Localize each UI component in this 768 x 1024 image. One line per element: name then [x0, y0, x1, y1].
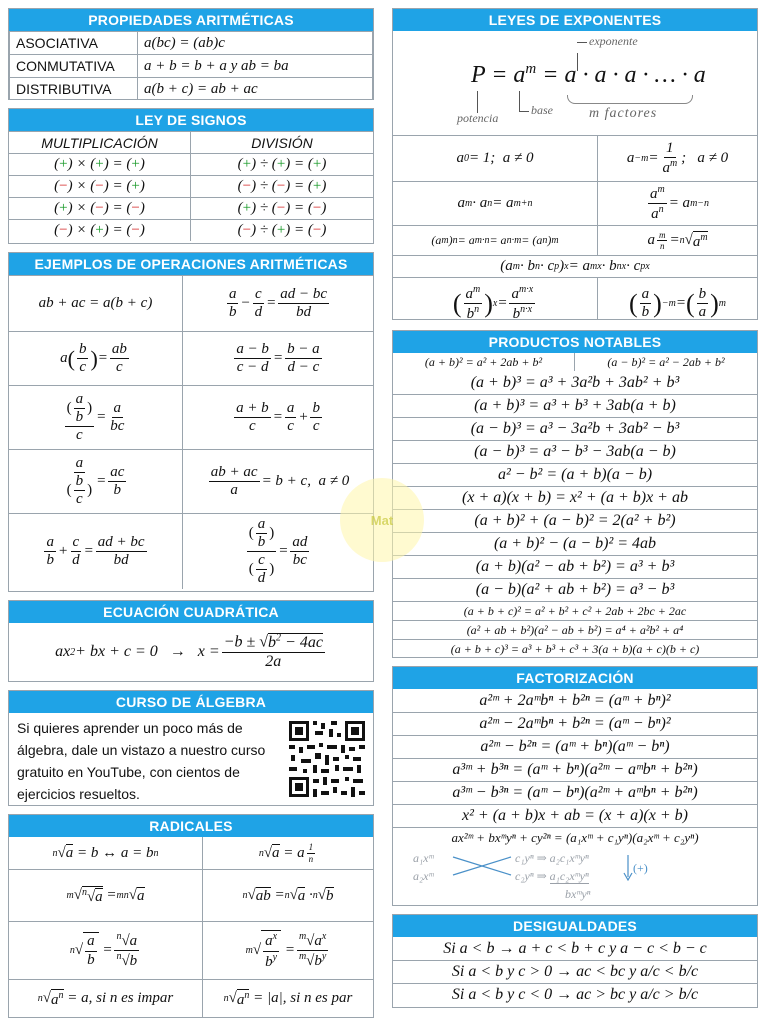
potencia-formula: $P = a^m = a \cdot a \cdot a$ · … · a	[471, 61, 706, 88]
propiedades-card	[8, 8, 374, 100]
cuadratica-title: ECUACIÓN CUADRÁTICA	[9, 601, 373, 623]
ejemplo-formula: ( $\frac{a}{b}$ ) c = $\frac{a}{bc}$	[9, 385, 183, 449]
curso-card	[8, 690, 374, 806]
radicales-card	[8, 814, 374, 1018]
desigualdad-formula: Si a < b y c > 0 → ac < bc y a/c < b/c	[393, 960, 757, 983]
desigualdades-list	[393, 937, 757, 1006]
factorizacion-title: FACTORIZACIÓN	[393, 667, 757, 689]
sign-rule: (+) × (−) = (−)	[9, 197, 191, 219]
producto-formula: (a + b + c)² = a² + b² + c² + 2ab + 2bc + 2ac	[393, 601, 757, 620]
ley-signos-card	[8, 108, 374, 244]
factor-formula: a²ᵐ − 2aᵐbⁿ + b²ⁿ = (aᵐ − bⁿ)²	[393, 712, 757, 735]
factor-formula: x² + (a + b)x + ab = (x + a)(x + b)	[393, 804, 757, 827]
aspa-sum: bxᵐyⁿ	[565, 887, 591, 901]
radical-formula: n √ ab = n √ a · n √ b	[203, 869, 373, 921]
label-potencia: potencia	[457, 111, 499, 125]
logo-watermark: Mat	[340, 478, 424, 562]
ley-signos-grid	[9, 131, 373, 241]
producto-formula: (a − b)³ = a³ − b³ − 3ab(a − b)	[393, 440, 757, 463]
productos-list	[393, 371, 757, 658]
producto-formula: (a − b)(a² + ab + b²) = a³ − b³	[393, 578, 757, 601]
curso-text: Si quieres aprender un poco más de álgebra, dale un vistazo a nuestro curso gratuito en YouTube, con cientos de ejercicios resueltos.	[17, 720, 266, 802]
ejemplo-formula: $\frac{a}{b}$ − $\frac{c}{d}$ = $\frac{ad - bc}{bd}$	[183, 275, 373, 331]
label-base: base	[531, 103, 553, 117]
ejemplo-formula: ( $\frac{a}{b}$ ) ( $\frac{c}{d}$ ) = $\frac{ad}{bc}$	[183, 513, 373, 589]
desigualdad-formula: Si a < b → a + c < b + c y a − c < b − c	[443, 939, 707, 957]
label-m-factores: m factores	[589, 106, 658, 121]
radical-formula: n √ $a^n$ = a, si n es impar	[9, 979, 203, 1017]
ejemplo-formula: $\frac{a}{b}$ + $\frac{c}{d}$ = $\frac{ad + bc}{bd}$	[9, 513, 183, 589]
sign-rule: (+) ÷ (−) = (−)	[191, 197, 373, 219]
factorizacion-list	[393, 689, 757, 847]
exp-rule: a 0 = 1; a ≠ 0	[393, 135, 598, 181]
aspa-cross-icon	[451, 855, 515, 877]
sign-rule: (+) × (+) = (+)	[9, 153, 191, 175]
exp-rule: (a m · b n · c p ) x = a mx · b nx · c px	[393, 255, 757, 277]
exponentes-grid	[393, 135, 757, 255]
ejemplo-formula: a ( $\frac{b}{c}$ ) = $\frac{ab}{c}$	[9, 331, 183, 385]
ejemplo-formula: $\frac{a - b}{c - d}$ = $\frac{b - a}{d - c}$	[183, 331, 373, 385]
ejemplos-card	[8, 252, 374, 592]
prop-name: DISTRIBUTIVA	[10, 78, 138, 101]
exp-rule: ( $\frac{a}{b}$ ) −m = ( $\frac{b}{a}$ ) m	[598, 277, 757, 320]
exp-rule: a m · a n = a m+n	[393, 181, 598, 225]
producto-formula: (a − b)² = a² − 2ab + b²	[607, 354, 725, 369]
producto-formula: (a + b)² + (a − b)² = 2(a² + b²)	[393, 509, 757, 532]
radical-formula: n √ a = a $\frac{1}{n}$	[258, 842, 314, 864]
radical-par: = |a|, si n es par	[253, 990, 353, 1006]
propiedades-title: PROPIEDADES ARITMÉTICAS	[9, 9, 373, 31]
prop-expr: a(b + c) = ab + ac	[138, 78, 373, 101]
radical-formula: n √ $\frac{a}{b}$ = $\frac{^n√a}{^n√b}$	[9, 921, 203, 979]
col-multiplicacion: MULTIPLICACIÓN	[9, 131, 191, 153]
ley-signos-title: LEY DE SIGNOS	[9, 109, 373, 131]
factor-formula: a²ᵐ + 2aᵐbⁿ + b²ⁿ = (aᵐ + bⁿ)²	[479, 691, 671, 709]
exponente-diagram	[393, 31, 757, 135]
aspa-c1y: c₁yⁿ ⇒ a₂c₁xᵐyⁿ	[515, 851, 589, 865]
factor-formula: a²ᵐ − b²ⁿ = (aᵐ + bⁿ)(aᵐ − bⁿ)	[393, 735, 757, 758]
aspa-a1x: a₁xᵐ	[413, 851, 434, 865]
producto-formula: (a + b)(a² − ab + b²) = a³ + b³	[393, 555, 757, 578]
productos-top	[393, 353, 757, 371]
prop-name: ASOCIATIVA	[10, 32, 138, 55]
cuadratica-card	[8, 600, 374, 682]
aspa-c2y: c₂yⁿ ⇒ a₁c₂xᵐyⁿ	[515, 869, 589, 883]
radical-formula: n √ a = b ↔ a = b n	[9, 837, 203, 869]
radical-formula: m √ $^n$√a = mn √ a	[9, 869, 203, 921]
ejemplos-title: EJEMPLOS DE OPERACIONES ARITMÉTICAS	[9, 253, 373, 275]
producto-formula: (a + b)² = a² + 2ab + b²	[393, 353, 575, 371]
ejemplo-formula: $\frac{a + b}{c}$ = $\frac{a}{c}$ + $\frac{b}{c}$	[183, 385, 373, 449]
producto-formula: (a + b)³ = a³ + 3a²b + 3ab² + b³	[470, 373, 680, 391]
radicales-title: RADICALES	[9, 815, 373, 837]
propiedades-table	[9, 31, 373, 100]
radical-formula: n √ $a^n$ = |a|, si n es par	[203, 979, 373, 1017]
cuadratica-formula: ax 2 + bx + c = 0 → x = $\frac{-b \pm √b^2 - 4ac}{2a}$	[55, 632, 323, 671]
exponentes-grid-bottom	[393, 277, 757, 320]
aspa-diagram	[393, 847, 757, 903]
exp-rule: a $\frac{m}{n}$ = n √ $a^m$	[598, 225, 757, 255]
sign-rule: (−) ÷ (+) = (−)	[191, 219, 373, 241]
exp-rule: ( $\frac{a^m}{b^n}$ ) x = $\frac{a^{m\cdot x}}{b^{n\cdot x}}$	[393, 277, 598, 320]
factorizacion-card	[392, 666, 758, 906]
exponentes-card	[392, 8, 758, 320]
label-exponente: exponente	[589, 34, 638, 48]
aspa-a2x: a₂xᵐ	[413, 869, 434, 883]
factor-formula: a³ᵐ + b³ⁿ = (aᵐ + bⁿ)(a²ᵐ − aᵐbⁿ + b²ⁿ)	[393, 758, 757, 781]
col-division: DIVISIÓN	[191, 131, 373, 153]
exponentes-title: LEYES DE EXPONENTES	[393, 9, 757, 31]
producto-formula: (a − b)³ = a³ − 3a²b + 3ab² − b³	[393, 417, 757, 440]
factor-formula: a³ᵐ − b³ⁿ = (aᵐ − bⁿ)(a²ᵐ + aᵐbⁿ + b²ⁿ)	[393, 781, 757, 804]
producto-formula: (a + b)³ = a³ + b³ + 3ab(a + b)	[393, 394, 757, 417]
sign-rule: (−) × (−) = (+)	[9, 175, 191, 197]
producto-formula: (a² + ab + b²)(a² − ab + b²) = a⁴ + a²b² + a⁴	[393, 620, 757, 639]
ejemplo-formula: ab + ac = a(b + c)	[9, 275, 183, 331]
prop-name: CONMUTATIVA	[10, 55, 138, 78]
sign-rule: (+) ÷ (+) = (+)	[191, 153, 373, 175]
radicales-grid	[9, 837, 373, 1017]
curso-title: CURSO DE ÁLGEBRA	[9, 691, 373, 713]
desigualdades-card	[392, 914, 758, 1008]
producto-formula: (a + b + c)³ = a³ + b³ + c³ + 3(a + b)(a + c)(b + c)	[393, 639, 757, 658]
qr-code-icon[interactable]	[287, 719, 367, 799]
factor-formula: ax²ᵐ + bxᵐyⁿ + cy²ⁿ = (a₁xᵐ + c₁yⁿ)(a₂xᵐ + c₂yⁿ)	[393, 827, 757, 847]
sign-rule: (−) ÷ (−) = (+)	[191, 175, 373, 197]
radical-formula: m √ $\frac{a^x}{b^y}$ = $\frac{^m√a^x}{^m√b^y}$	[203, 921, 373, 979]
exp-rule: (a m ) n = a m·n = a n·m = (a n ) m	[393, 225, 598, 255]
ejemplos-grid	[9, 275, 373, 589]
prop-expr: a + b = b + a y ab = ba	[138, 55, 373, 78]
desigualdades-title: DESIGUALDADES	[393, 915, 757, 937]
sign-rule: (−) × (+) = (−)	[9, 219, 191, 241]
producto-formula: a² − b² = (a + b)(a − b)	[393, 463, 757, 486]
exp-rule: a −m = $\frac{1}{a^m}$ ; a ≠ 0	[598, 135, 757, 181]
desigualdad-formula: Si a < b y c < 0 → ac > bc y a/c > b/c	[393, 983, 757, 1006]
producto-formula: (x + a)(x + b) = x² + (a + b)x + ab	[393, 486, 757, 509]
ejemplo-formula: a ( $\frac{b}{c}$ ) = $\frac{ac}{b}$	[9, 449, 183, 513]
producto-formula: (a + b)² − (a − b)² = 4ab	[393, 532, 757, 555]
ejemplo-formula: $\frac{ab + ac}{a}$ = b + c, a ≠ 0	[183, 449, 373, 513]
productos-card	[392, 330, 758, 658]
exp-rule: $\frac{a^m}{a^n}$ = a m−n	[598, 181, 757, 225]
prop-expr: a(bc) = (ab)c	[138, 32, 373, 55]
productos-title: PRODUCTOS NOTABLES	[393, 331, 757, 353]
aspa-down-arrow-icon	[623, 855, 633, 881]
aspa-plus: (+)	[633, 861, 648, 875]
radical-impar: = a, si n es impar	[67, 990, 174, 1006]
